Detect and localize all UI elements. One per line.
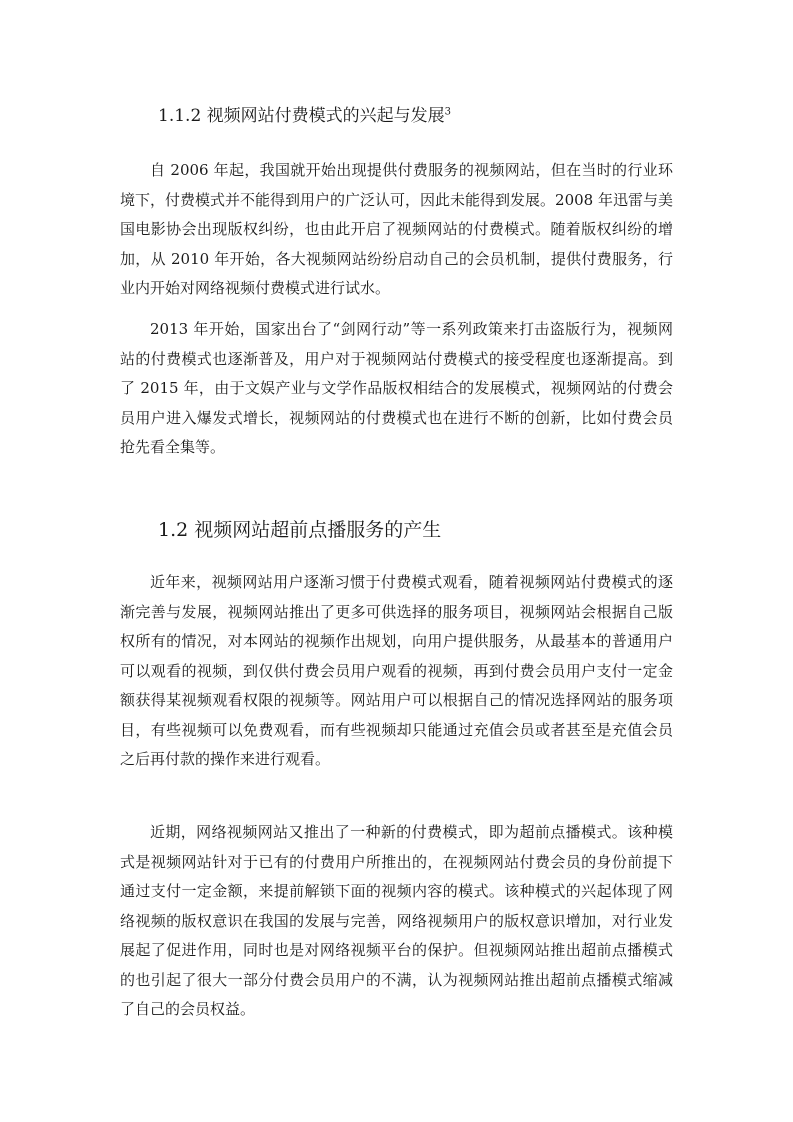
- paragraph: 2013 年开始，国家出台了“剑网行动”等一系列政策来打击盗版行为，视频网站的付费模式也逐渐普及，用户对于视频网站付费模式的接受程度也逐渐提高。到了 2015 年，由于文娱产业与文学作品版权相结合的发展模式，视频网站的付费会员用户进入爆发式增长，视频网站的付费模式也在进行不断的创新，比如付费会员抢先看全集等。: [120, 320, 673, 456]
- paragraph: 自 2006 年起，我国就开始出现提供付费服务的视频网站，但在当时的行业环境下，付费模式并不能得到用户的广泛认可，因此未能得到发展。2008 年迅雷与美国电影协会出现版权纠纷，也由此开启了视频网站的付费模式。随着版权纠纷的增加，从 2010 年开始，各大视频网站纷纷启动自己的会员机制，提供付费服务，行业内开始对网络视频付费模式进行试水。: [120, 161, 673, 297]
- section-heading-1-1-2: [158, 104, 451, 128]
- paragraph: 近期，网络视频网站又推出了一种新的付费模式，即为超前点播模式。该种模式是视频网站针对于已有的付费用户所推出的，在视频网站付费会员的身份前提下通过支付一定金额，来提前解锁下面的视频内容的模式。该种模式的兴起体现了网络视频的版权意识在我国的发展与完善，网络视频用户的版权意识增加，对行业发展起了促进作用，同时也是对网络视频平台的保护。但视频网站推出超前点播模式的也引起了很大一部分付费会员用户的不满，认为视频网站推出超前点播模式缩减了自己的会员权益。: [120, 823, 673, 1018]
- footnote-reference: 3: [444, 106, 452, 118]
- section-heading-text: 1.1.2 视频网站付费模式的兴起与发展: [158, 106, 445, 126]
- paragraph: 近年来，视频网站用户逐渐习惯于付费模式观看，随着视频网站付费模式的逐渐完善与发展，视频网站推出了更多可供选择的服务项目，视频网站会根据自己版权所有的情况，对本网站的视频作出规划，向用户提供服务，从最基本的普通用户可以观看的视频，到仅供付费会员用户观看的视频，再到付费会员用户支付一定金额获得某视频观看权限的视频等。网站用户可以根据自己的情况选择网站的服务项目，有些视频可以免费观看，而有些视频却只能通过充值会员或者甚至是充值会员之后再付款的操作来进行观看。: [120, 573, 673, 768]
- section-heading-1-2: 1.2 视频网站超前点播服务的产生: [158, 519, 442, 541]
